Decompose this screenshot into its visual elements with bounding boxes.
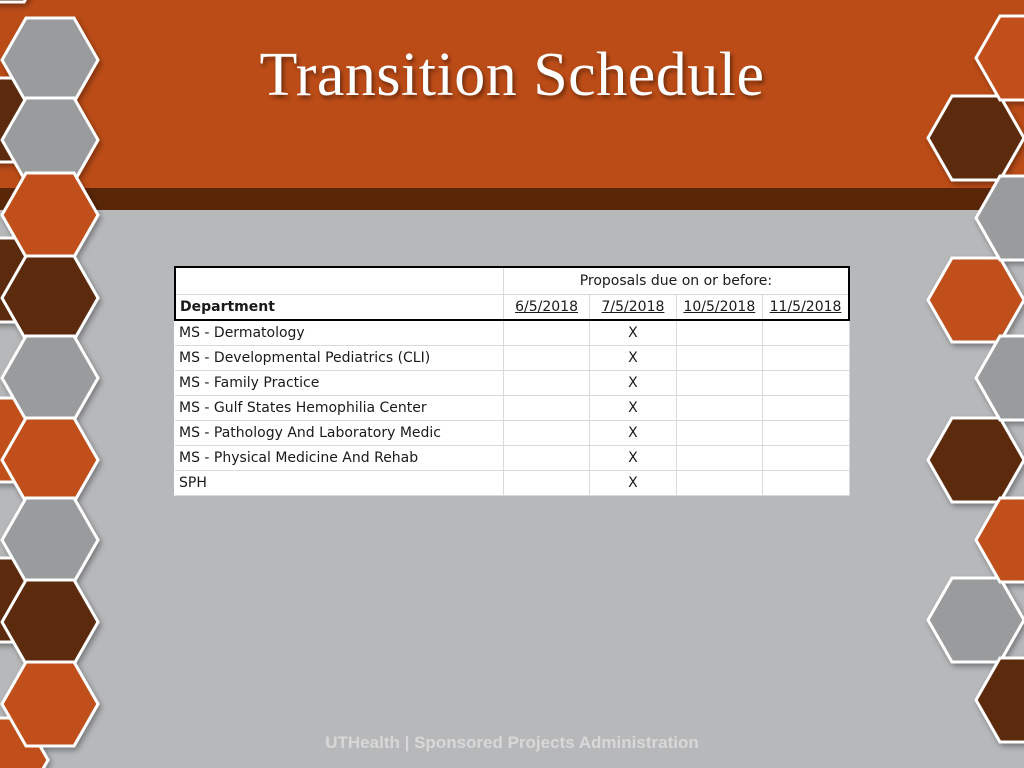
hex-shape xyxy=(0,558,48,642)
hex-shape xyxy=(928,258,1024,342)
schedule-mark-cell xyxy=(676,320,762,346)
schedule-mark-cell xyxy=(763,396,849,421)
hex-shape xyxy=(2,256,98,340)
schedule-mark-cell xyxy=(676,371,762,396)
schedule-mark-cell xyxy=(503,421,589,446)
department-cell: SPH xyxy=(175,471,503,496)
table-row xyxy=(175,396,849,421)
schedule-mark-cell xyxy=(676,471,762,496)
schedule-mark-cell xyxy=(503,371,589,396)
table-column-header-row xyxy=(175,295,849,321)
table-row xyxy=(175,371,849,396)
hex-shape xyxy=(928,418,1024,502)
schedule-mark-cell xyxy=(503,446,589,471)
table-row xyxy=(175,346,849,371)
hex-shape xyxy=(928,578,1024,662)
date-header: 6/5/2018 xyxy=(503,295,589,321)
schedule-mark-cell xyxy=(763,346,849,371)
schedule-table xyxy=(174,266,850,496)
department-cell: MS - Pathology And Laboratory Medic xyxy=(175,421,503,446)
table-row xyxy=(175,421,849,446)
table-group-header-row xyxy=(175,267,849,295)
table-row xyxy=(175,320,849,346)
hex-shape xyxy=(2,336,98,420)
date-header: 11/5/2018 xyxy=(763,295,849,321)
department-header: Department xyxy=(175,295,503,321)
schedule-mark-cell xyxy=(676,421,762,446)
schedule-mark-cell xyxy=(503,320,589,346)
schedule-mark-cell xyxy=(763,471,849,496)
header-stripe xyxy=(0,188,1024,210)
schedule-mark-cell: X xyxy=(590,396,676,421)
schedule-mark-cell: X xyxy=(590,471,676,496)
date-header: 10/5/2018 xyxy=(676,295,762,321)
schedule-mark-cell xyxy=(676,446,762,471)
table-row xyxy=(175,446,849,471)
schedule-mark-cell xyxy=(763,446,849,471)
schedule-mark-cell: X xyxy=(590,346,676,371)
schedule-mark-cell xyxy=(503,471,589,496)
hex-shape xyxy=(976,498,1024,582)
schedule-mark-cell: X xyxy=(590,371,676,396)
hex-shape xyxy=(0,238,48,322)
schedule-mark-cell xyxy=(503,346,589,371)
department-cell: MS - Family Practice xyxy=(175,371,503,396)
footer-text: UTHealth | Sponsored Projects Administration xyxy=(325,733,699,752)
schedule-mark-cell xyxy=(763,320,849,346)
schedule-mark-cell: X xyxy=(590,320,676,346)
hex-shape xyxy=(976,336,1024,420)
header-empty-cell xyxy=(175,267,503,295)
hex-shape xyxy=(2,418,98,502)
proposals-due-header: Proposals due on or before: xyxy=(503,267,849,295)
department-cell: MS - Developmental Pediatrics (CLI) xyxy=(175,346,503,371)
table-row xyxy=(175,471,849,496)
hex-shape xyxy=(2,498,98,582)
department-cell: MS - Dermatology xyxy=(175,320,503,346)
schedule-mark-cell: X xyxy=(590,446,676,471)
schedule-mark-cell xyxy=(676,346,762,371)
date-header: 7/5/2018 xyxy=(590,295,676,321)
schedule-table-container xyxy=(174,266,850,496)
schedule-mark-cell xyxy=(676,396,762,421)
hex-shape xyxy=(0,398,48,482)
schedule-mark-cell xyxy=(763,371,849,396)
slide-title: Transition Schedule xyxy=(259,41,765,109)
hex-shape xyxy=(2,580,98,664)
schedule-mark-cell xyxy=(503,396,589,421)
hex-shape xyxy=(976,658,1024,742)
schedule-mark-cell: X xyxy=(590,421,676,446)
department-cell: MS - Gulf States Hemophilia Center xyxy=(175,396,503,421)
schedule-mark-cell xyxy=(763,421,849,446)
department-cell: MS - Physical Medicine And Rehab xyxy=(175,446,503,471)
